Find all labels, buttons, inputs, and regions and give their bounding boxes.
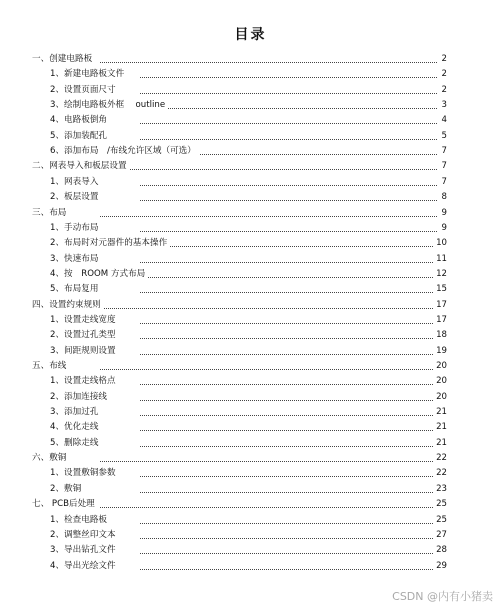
toc-page-number: 20 [433,391,447,404]
toc-page-number: 20 [433,375,447,388]
toc-page-number: 2 [439,84,447,97]
toc-subsection-entry[interactable] [0,114,501,127]
toc-entry-label: 1、检查电路板 [50,514,110,527]
toc-page-number: 4 [439,114,447,127]
toc-entry-label: 二、网表导入和板层设置 [32,160,130,173]
toc-page-number: 9 [439,207,447,220]
toc-entry-label: 3、添加过孔 [50,406,101,419]
dot-leader [140,553,437,554]
toc-subsection-entry[interactable] [0,544,501,557]
toc-entry-label: 4、优化走线 [50,421,101,434]
dot-leader [140,77,437,78]
toc-page-number: 7 [439,160,447,173]
toc-entry-label: 2、板层设置 [50,191,101,204]
dot-leader [140,277,437,278]
toc-page-number: 7 [439,145,447,158]
toc-subsection-entry[interactable] [0,99,501,112]
toc-entry-label: 2、设置页面尺寸 [50,84,119,97]
toc-page-number: 12 [433,268,447,281]
dot-leader [100,169,437,170]
toc-entry-label: 6、添加布局 /布线允许区域（可选） [50,145,199,158]
dot-leader [140,523,437,524]
toc-subsection-entry[interactable] [0,391,501,404]
toc-entry-label: 1、设置走线宽度 [50,314,119,327]
dot-leader [140,200,437,201]
page-title: 目录 [234,27,267,43]
toc-entry-label: 5、添加装配孔 [50,130,110,143]
toc-page-number: 7 [439,176,447,189]
toc-entry-label: 一、创建电路板 [32,53,95,66]
toc-subsection-entry[interactable] [0,68,501,81]
toc-subsection-entry[interactable] [0,514,501,527]
toc-subsection-entry[interactable] [0,375,501,388]
toc-page-number: 27 [433,529,447,542]
toc-entry-label: 5、删除走线 [50,437,101,450]
toc-entry-label: 三、布局 [32,207,69,220]
dot-leader [140,338,437,339]
toc-section-entry[interactable] [0,360,501,373]
dot-leader [140,476,437,477]
toc-entry-label: 2、设置过孔类型 [50,329,119,342]
toc-entry-label: 四、设置约束规则 [32,299,104,312]
toc-entry-label: 1、设置走线格点 [50,375,119,388]
toc-subsection-entry[interactable] [0,268,501,281]
toc-entry-label: 3、绘制电路板外框 outline [50,99,168,112]
toc-entry-label: 1、手动布局 [50,222,101,235]
dot-leader [100,507,437,508]
dot-leader [140,185,437,186]
toc-entry-label: 3、快速布局 [50,253,101,266]
dot-leader [100,461,437,462]
dot-leader [100,308,437,309]
toc-entry-label: 六、敷铜 [32,452,69,465]
toc-section-entry[interactable] [0,53,501,66]
dot-leader [140,262,437,263]
dot-leader [140,246,437,247]
dot-leader [140,415,437,416]
toc-subsection-entry[interactable] [0,253,501,266]
toc-entry-label: 五、布线 [32,360,69,373]
dot-leader [140,446,437,447]
toc-page-number: 25 [433,514,447,527]
dot-leader [140,384,437,385]
toc-entry-label: 4、按 ROOM 方式布局 [50,268,148,281]
dot-leader [140,93,437,94]
toc-page-number: 3 [439,99,447,112]
toc-page-number: 2 [439,53,447,66]
dot-leader [140,231,437,232]
toc-entry-label: 5、布局复用 [50,283,101,296]
toc-entry-label: 2、敷铜 [50,483,84,496]
toc-subsection-entry[interactable] [0,345,501,358]
toc-entry-label: 4、导出光绘文件 [50,560,119,573]
toc-section-entry[interactable] [0,207,501,220]
toc-subsection-entry[interactable] [0,483,501,496]
toc-subsection-entry[interactable] [0,84,501,97]
toc-entry-label: 3、导出钻孔文件 [50,544,119,557]
toc-page-number: 9 [439,222,447,235]
toc-subsection-entry[interactable] [0,406,501,419]
toc-page-number: 21 [433,437,447,450]
dot-leader [100,369,437,370]
toc-page-number: 20 [433,360,447,373]
toc-subsection-entry[interactable] [0,145,501,158]
dot-leader [140,292,437,293]
toc-page-number: 8 [439,191,447,204]
toc-page-number: 18 [433,329,447,342]
toc-subsection-entry[interactable] [0,329,501,342]
toc-page-number: 2 [439,68,447,81]
dot-leader [140,492,437,493]
toc-page-number: 17 [433,314,447,327]
toc-subsection-entry[interactable] [0,421,501,434]
toc-section-entry[interactable] [0,160,501,173]
toc-subsection-entry[interactable] [0,237,501,250]
toc-subsection-entry[interactable] [0,283,501,296]
toc-subsection-entry[interactable] [0,560,501,573]
dot-leader [140,569,437,570]
toc-section-entry[interactable] [0,299,501,312]
toc-subsection-entry[interactable] [0,176,501,189]
toc-subsection-entry[interactable] [0,437,501,450]
dot-leader [140,538,437,539]
dot-leader [140,139,437,140]
toc-entry-label: 3、间距规则设置 [50,345,119,358]
toc-section-entry[interactable] [0,452,501,465]
toc-page-number: 17 [433,299,447,312]
toc-page-number: 22 [433,452,447,465]
toc-page-number: 28 [433,544,447,557]
dot-leader [140,323,437,324]
dot-leader [100,62,437,63]
dot-leader [140,400,437,401]
toc-page-number: 21 [433,406,447,419]
toc-page-number: 22 [433,467,447,480]
toc-entry-label: 2、调整丝印文本 [50,529,119,542]
toc-page-number: 21 [433,421,447,434]
toc-subsection-entry[interactable] [0,191,501,204]
toc-page-number: 25 [433,498,447,511]
toc-page-number: 19 [433,345,447,358]
dot-leader [140,430,437,431]
toc-subsection-entry[interactable] [0,314,501,327]
toc-page-number: 23 [433,483,447,496]
watermark: CSDN @内有小猪卖 [392,590,493,603]
toc-entry-label: 七、 PCB后处理 [32,498,98,511]
toc-entry-label: 1、网表导入 [50,176,101,189]
toc-entry-label: 2、布局时对元器件的基本操作 [50,237,170,250]
toc-page-number: 5 [439,130,447,143]
toc-entry-label: 4、电路板倒角 [50,114,110,127]
toc-page-number: 11 [433,253,447,266]
dot-leader [100,216,437,217]
toc-entry-label: 2、添加连接线 [50,391,110,404]
toc-subsection-entry[interactable] [0,130,501,143]
toc-subsection-entry[interactable] [0,529,501,542]
toc-section-entry[interactable] [0,498,501,511]
toc-page-number: 15 [433,283,447,296]
toc-subsection-entry[interactable] [0,222,501,235]
toc-page-number: 10 [433,237,447,250]
dot-leader [140,108,437,109]
dot-leader [140,123,437,124]
toc-entry-label: 1、新建电路板文件 [50,68,127,81]
toc-page-number: 29 [433,560,447,573]
toc-subsection-entry[interactable] [0,467,501,480]
dot-leader [140,354,437,355]
toc-entry-label: 1、设置敷铜参数 [50,467,119,480]
